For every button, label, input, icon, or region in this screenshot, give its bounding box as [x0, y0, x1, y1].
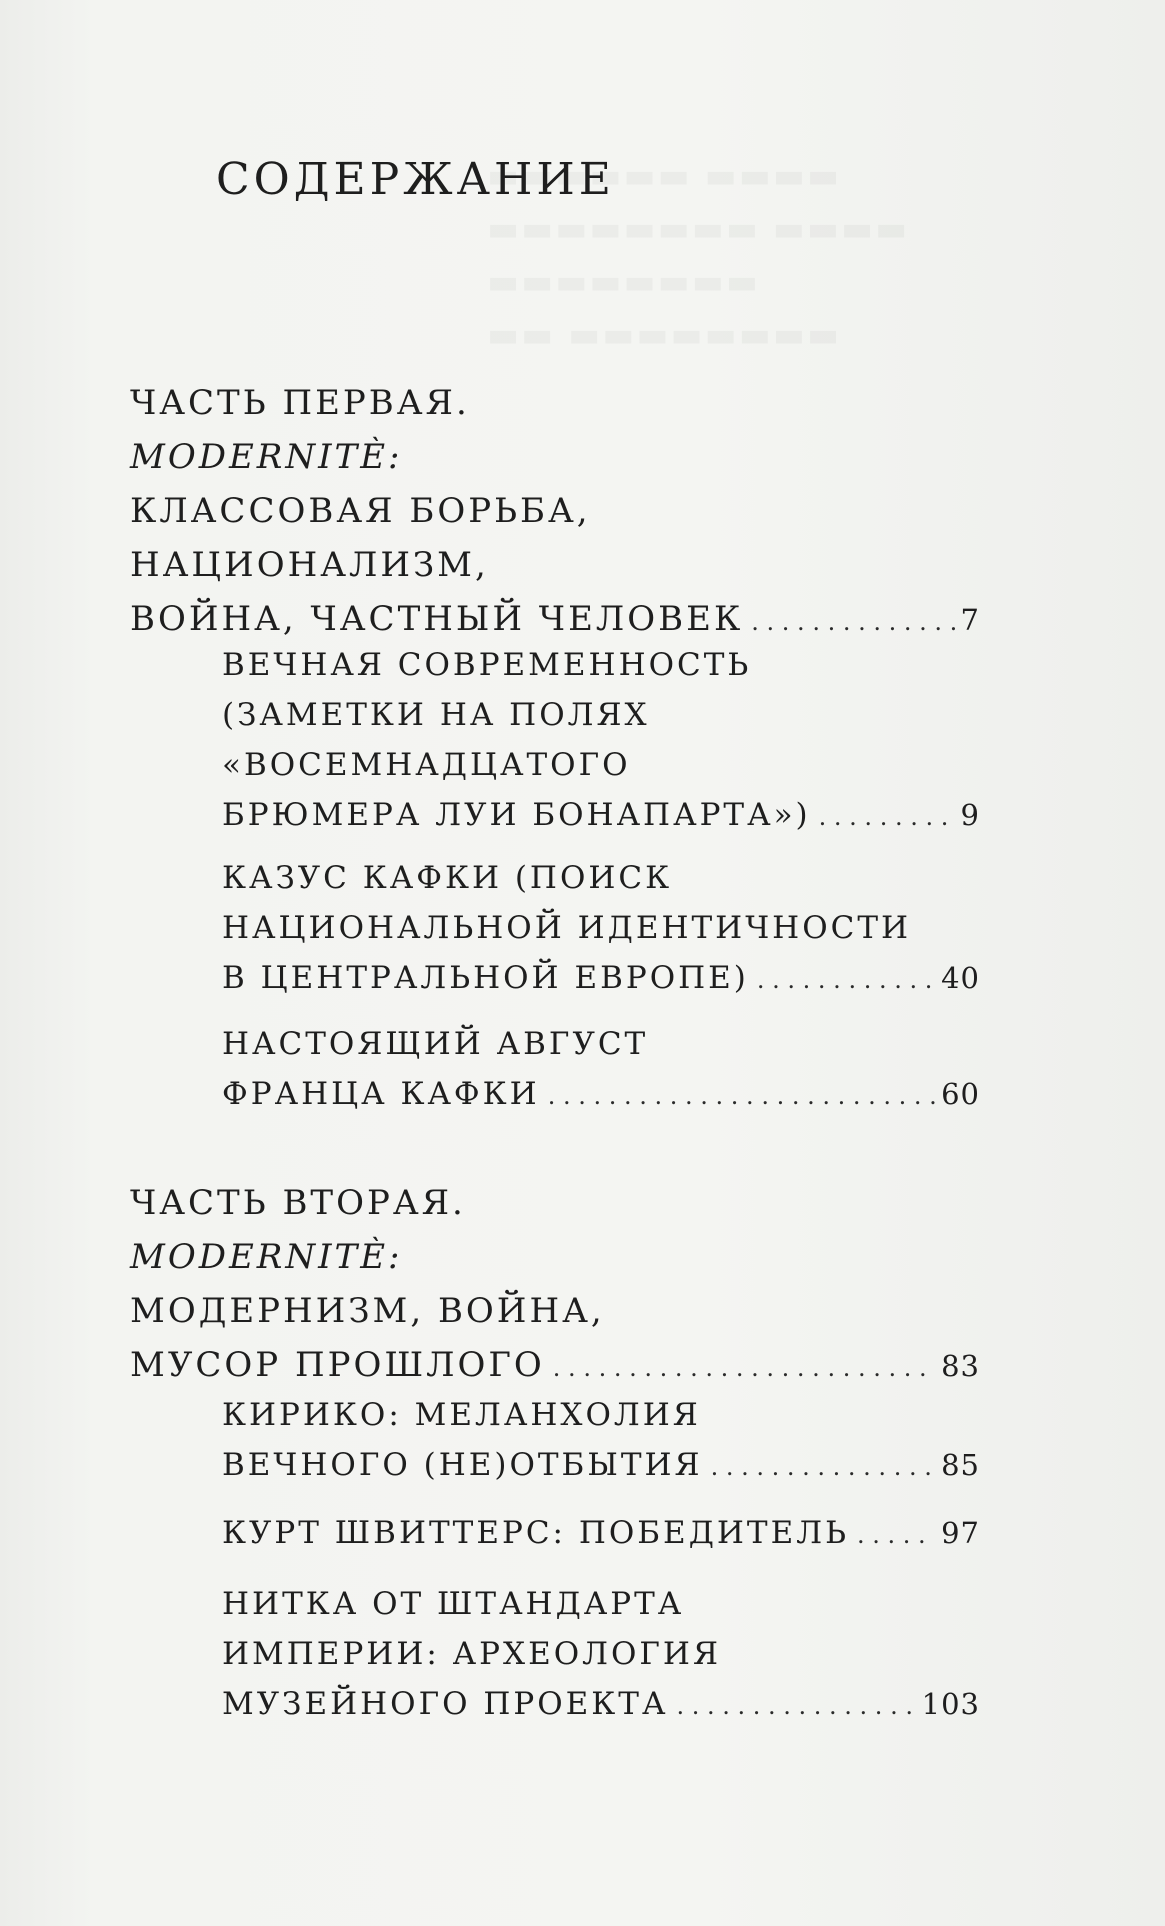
toc-chapter-5-last-line	[222, 1508, 980, 1560]
toc-chapter-1-last-text: БРЮМЕРА ЛУИ БОНАПАРТА»)	[222, 797, 811, 833]
toc-chapter-6	[222, 1579, 980, 1731]
toc-chapter-6-line-1: НИТКА ОТ ШТАНДАРТА	[222, 1586, 685, 1622]
toc-part-2-last-line	[130, 1338, 980, 1395]
toc-chapter-4-last-line	[222, 1440, 980, 1492]
toc-chapter-1-last-line	[222, 790, 980, 842]
toc-chapter-4-page-number: 85	[941, 1448, 980, 1482]
toc-chapter-2-last-line	[222, 953, 980, 1005]
toc-chapter-6-last-text: МУЗЕЙНОГО ПРОЕКТА	[222, 1686, 669, 1722]
toc-chapter-3	[222, 1019, 980, 1121]
page-title: СОДЕРЖАНИЕ	[216, 154, 615, 205]
toc-chapter-2-line-1: КАЗУС КАФКИ (ПОИСК	[222, 860, 673, 896]
toc-chapter-4-last-text: ВЕЧНОГО (НЕ)ОТБЫТИЯ	[222, 1447, 703, 1483]
toc-part-1-line-4: НАЦИОНАЛИЗМ,	[130, 545, 489, 585]
dot-leader	[711, 1440, 936, 1492]
toc-part-1-line-3: КЛАССОВАЯ БОРЬБА,	[130, 491, 591, 531]
toc-chapter-1-line-2: (ЗАМЕТКИ НА ПОЛЯХ	[222, 697, 650, 733]
toc-part-1-line-2: MODERNITÈ:	[130, 437, 403, 477]
toc-chapter-3-page-number: 60	[941, 1077, 980, 1111]
toc-chapter-3-line-1: НАСТОЯЩИЙ АВГУСТ	[222, 1026, 649, 1062]
toc-chapter-4-line-1: КИРИКО: МЕЛАНХОЛИЯ	[222, 1397, 701, 1433]
dot-leader	[819, 790, 955, 842]
toc-chapter-6-page-number: 103	[921, 1687, 980, 1721]
toc-part-2	[130, 1176, 980, 1395]
toc-part-2-page-number: 83	[941, 1349, 980, 1383]
toc-chapter-6-line-2: ИМПЕРИИ: АРХЕОЛОГИЯ	[222, 1636, 721, 1672]
toc-chapter-2	[222, 853, 980, 1005]
toc-chapter-5-last-text: КУРТ ШВИТТЕРС: ПОБЕДИТЕЛЬ	[222, 1515, 849, 1551]
toc-part-2-line-1: ЧАСТЬ ВТОРАЯ.	[130, 1183, 466, 1223]
toc-chapter-5	[222, 1508, 980, 1560]
toc-chapter-1-line-3: «ВОСЕМНАДЦАТОГО	[222, 747, 631, 783]
dot-leader	[757, 953, 935, 1005]
toc-chapter-2-page-number: 40	[941, 961, 980, 995]
toc-chapter-1	[222, 640, 980, 842]
toc-part-1-page-number: 7	[960, 603, 980, 637]
toc-part-2-line-2: MODERNITÈ:	[130, 1237, 403, 1277]
toc-chapter-1-page-number: 9	[960, 798, 980, 832]
dot-leader	[676, 1679, 915, 1731]
toc-chapter-3-last-line	[222, 1069, 980, 1121]
toc-chapter-2-last-text: В ЦЕНТРАЛЬНОЙ ЕВРОПЕ)	[222, 960, 749, 996]
toc-chapter-3-last-text: ФРАНЦА КАФКИ	[222, 1076, 540, 1112]
dot-leader	[857, 1508, 935, 1560]
toc-chapter-4	[222, 1390, 980, 1492]
toc-part-1	[130, 376, 980, 649]
toc-part-2-last-text: МУСОР ПРОШЛОГО	[130, 1345, 545, 1385]
toc-part-1-line-1: ЧАСТЬ ПЕРВАЯ.	[130, 383, 470, 423]
toc-chapter-6-last-line	[222, 1679, 980, 1731]
dot-leader	[553, 1338, 935, 1395]
toc-chapter-5-page-number: 97	[941, 1516, 980, 1550]
toc-part-1-last-text: ВОЙНА, ЧАСТНЫЙ ЧЕЛОВЕК	[130, 599, 744, 639]
toc-chapter-1-line-1: ВЕЧНАЯ СОВРЕМЕННОСТЬ	[222, 647, 752, 683]
toc-chapter-2-line-2: НАЦИОНАЛЬНОЙ ИДЕНТИЧНОСТИ	[222, 910, 912, 946]
toc-part-2-line-3: МОДЕРНИЗМ, ВОЙНА,	[130, 1291, 605, 1331]
dot-leader	[548, 1069, 935, 1121]
